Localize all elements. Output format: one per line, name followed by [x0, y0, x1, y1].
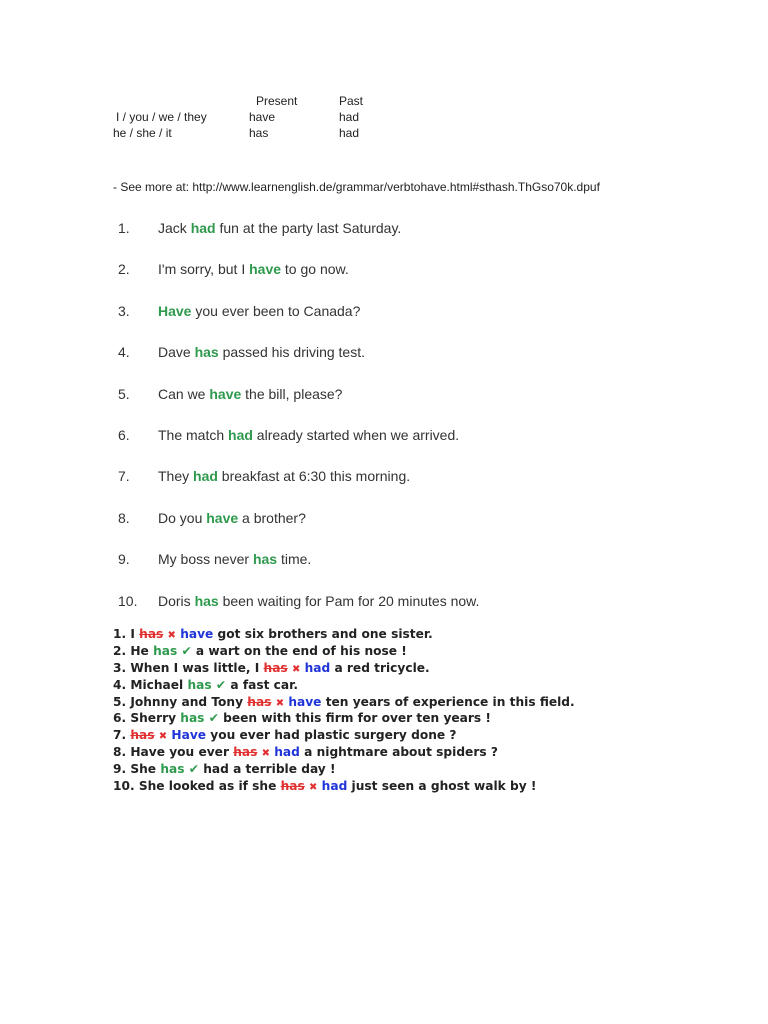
sentence-after: a brother?: [238, 509, 306, 526]
answer-prefix: 8. Have you ever: [113, 745, 234, 760]
correct-answer: had: [321, 779, 348, 794]
correct-answer: has: [160, 762, 185, 777]
conjugation-present: has: [249, 126, 269, 140]
correct-answer: have: [288, 694, 322, 709]
sentence-before: They: [158, 468, 194, 485]
sentence-before: Dave: [158, 344, 195, 361]
answer-prefix: 10. She looked as if she: [113, 779, 281, 794]
verb-answer: has: [252, 551, 278, 568]
exercise-number: 5.: [118, 385, 130, 402]
cross-icon: ✖: [158, 731, 168, 743]
answer-suffix: a wart on the end of his nose !: [191, 643, 407, 658]
answer-suffix: been with this firm for over ten years !: [218, 711, 491, 726]
sentence-after: been waiting for Pam for 20 minutes now.: [218, 592, 480, 609]
answer-prefix: 1. I: [113, 627, 140, 641]
exercise-sentence: [158, 549, 311, 569]
answer-suffix: you ever had plastic surgery done ?: [206, 728, 457, 743]
sentence-after: time.: [277, 551, 312, 568]
conjugation-past: had: [339, 126, 360, 140]
sentence-before: Can we: [158, 385, 210, 402]
see-more-link-text: - See more at: http://www.learnenglish.de/grammar/verbtohave.html#sthash.ThGso70k.dpuf: [113, 180, 600, 194]
sentence-after: fun at the party last Saturday.: [215, 220, 402, 236]
exercise-number: 8.: [118, 509, 130, 526]
conjugation-past: had: [339, 110, 360, 124]
checkmark-icon: ✔: [181, 643, 192, 658]
exercise-number: 2.: [118, 261, 130, 278]
answer-suffix: had a terrible day !: [198, 762, 336, 777]
cross-icon: ✖: [261, 748, 270, 760]
answer-prefix: 5. Johnny and Tony: [113, 694, 248, 709]
cross-icon: ✖: [309, 782, 318, 794]
answer-prefix: 7.: [113, 728, 131, 743]
wrong-answer: has: [247, 694, 272, 709]
verb-answer: has: [194, 592, 219, 609]
checkmark-icon: ✔: [188, 762, 199, 777]
conjugation-table: [113, 93, 413, 141]
answer-item: [113, 643, 575, 660]
conjugation-header-past: Past: [339, 94, 364, 108]
conjugation-row: [113, 125, 413, 141]
answer-item: [113, 660, 575, 677]
sentence-after: breakfast at 6:30 this morning.: [217, 468, 411, 485]
conjugation-present: have: [249, 110, 276, 124]
verb-answer: Have: [158, 302, 192, 319]
answer-prefix: 3. When I was little, I: [113, 660, 264, 675]
correct-answer: has: [153, 643, 178, 658]
wrong-answer: has: [263, 660, 288, 675]
verb-answer: have: [249, 261, 282, 278]
correct-answer: had: [304, 660, 331, 675]
conjugation-header-row: [113, 93, 413, 109]
sentence-before: Do you: [158, 509, 207, 526]
exercise-sentence: [158, 301, 360, 321]
answer-prefix: 4. Michael: [113, 677, 188, 692]
answer-item: [113, 626, 575, 643]
exercise-sentence: [158, 342, 365, 362]
answer-item: [113, 744, 575, 761]
answer-prefix: 9. She: [113, 762, 161, 777]
sentence-after: you ever been to Canada?: [191, 302, 361, 319]
exercise-sentence: [158, 508, 306, 528]
sentence-before: My boss never: [158, 551, 253, 568]
exercise-sentence: [158, 425, 459, 445]
sentence-before: Doris: [158, 592, 195, 609]
sentence-before: The match: [158, 426, 229, 443]
wrong-answer: has: [233, 745, 258, 760]
exercise-number: 7.: [118, 468, 130, 485]
cross-icon: ✖: [291, 663, 301, 675]
correct-answer: has: [180, 711, 205, 726]
conjugation-subject: he / she / it: [113, 126, 172, 140]
answer-suffix: a red tricycle.: [330, 660, 430, 675]
exercise-sentence: [158, 591, 479, 611]
answer-suffix: a fast car.: [226, 677, 299, 692]
answer-item: [113, 778, 575, 795]
checkmark-icon: ✔: [208, 711, 219, 726]
answer-suffix: just seen a ghost walk by !: [347, 779, 537, 794]
wrong-answer: has: [280, 779, 305, 794]
verb-answer: had: [228, 426, 253, 443]
verb-answer: had: [193, 468, 218, 485]
sentence-after: already started when we arrived.: [252, 426, 460, 443]
checkmark-icon: ✔: [215, 677, 227, 692]
answer-suffix: got six brothers and one sister.: [213, 627, 433, 641]
answer-key-list: [113, 626, 575, 795]
verb-answer: have: [206, 509, 239, 526]
wrong-answer: has: [139, 627, 164, 641]
correct-answer: has: [187, 677, 212, 692]
answer-item: [113, 677, 575, 694]
answer-suffix: a nightmare about spiders ?: [299, 745, 498, 760]
exercise-sentence: [158, 466, 410, 486]
verb-answer: has: [194, 344, 219, 361]
sentence-before: Jack: [158, 220, 191, 236]
answer-item: [113, 694, 575, 711]
verb-answer: had: [190, 220, 216, 236]
answer-suffix: ten years of experience in this field.: [321, 694, 575, 709]
answer-item: [113, 710, 575, 727]
verb-answer: have: [209, 385, 242, 402]
exercise-number: 9.: [118, 551, 130, 568]
correct-answer: Have: [171, 728, 207, 743]
sentence-after: to go now.: [281, 261, 349, 278]
exercise-number: 1.: [118, 220, 130, 236]
sentence-after: the bill, please?: [241, 385, 343, 402]
exercise-sentence: [158, 259, 349, 279]
exercise-number: 3.: [118, 302, 130, 319]
sentence-after: passed his driving test.: [218, 344, 365, 361]
wrong-answer: has: [130, 728, 155, 743]
correct-answer: had: [274, 745, 300, 760]
exercise-sentence: [158, 218, 401, 238]
exercise-sentence: [158, 384, 342, 404]
answer-item: [113, 761, 575, 778]
conjugation-subject: I / you / we / they: [116, 110, 207, 124]
answer-prefix: 6. Sherry: [113, 711, 181, 726]
sentence-before: I'm sorry, but I: [158, 261, 250, 278]
answer-prefix: 2. He: [113, 643, 154, 658]
exercise-number: 10.: [118, 592, 138, 609]
correct-answer: have: [180, 627, 214, 641]
answer-item: [113, 727, 575, 744]
cross-icon: ✖: [167, 630, 176, 641]
exercise-number: 4.: [118, 344, 130, 361]
exercise-number: 6.: [118, 426, 130, 443]
conjugation-row: [113, 109, 413, 125]
cross-icon: ✖: [275, 697, 285, 709]
conjugation-header-present: Present: [256, 94, 298, 108]
